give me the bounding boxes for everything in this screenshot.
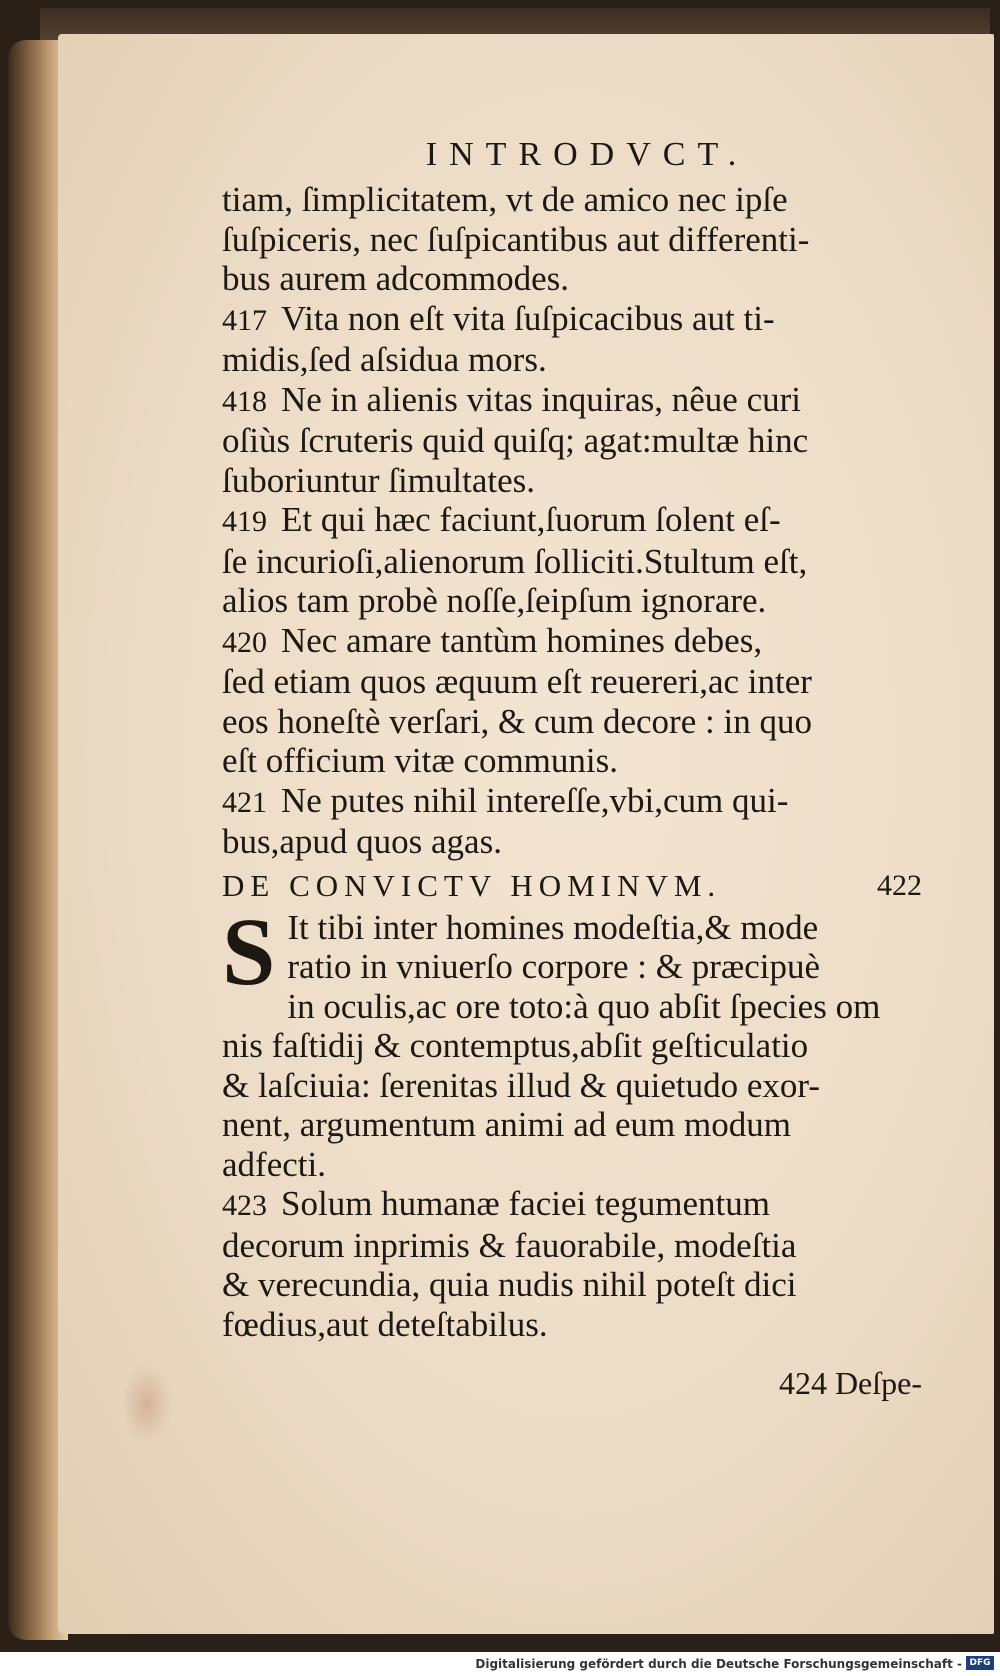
paragraph-number: 423: [222, 1189, 267, 1222]
text-line-body: Ne putes nihil intereſſe,vbi,cum qui-: [281, 780, 789, 820]
text-line: nent, argumentum animi ad eum modum: [222, 1105, 791, 1144]
paragraph-420: [222, 621, 922, 781]
text-line: eos honeſtè verſari, & cum decore : in quo: [222, 701, 812, 741]
paragraph-number: 420: [222, 625, 267, 659]
paragraph-number: 419: [222, 505, 267, 538]
section-heading: [222, 864, 922, 908]
text-line: [222, 781, 922, 823]
text-line: [222, 621, 922, 663]
page-text: [222, 130, 922, 1404]
text-line-body: Solum humanæ faciei tegumentum: [281, 1184, 770, 1223]
text-line: ratio in vniuerſo corpore : & præcipuè: [287, 947, 821, 986]
paragraph-number: 418: [222, 384, 267, 418]
drop-cap: S: [222, 897, 276, 1005]
catchword: 424 Deſpe-: [778, 1365, 922, 1401]
text-line: nis faſtidij & contemptus,abſit geſticulatio: [222, 1026, 809, 1065]
paragraph-418: [222, 380, 922, 501]
footer-bar: [0, 1652, 1000, 1676]
text-line: bus,apud quos agas.: [222, 822, 502, 861]
paragraph-number: 421: [222, 785, 267, 819]
text-line: fœdius,aut deteſtabilus.: [222, 1304, 548, 1344]
dfg-logo: DFG: [966, 1656, 994, 1670]
paragraph-419: [222, 500, 922, 621]
paragraph-417: [222, 299, 922, 380]
paragraph-423: [222, 1184, 922, 1344]
text-line: [222, 1184, 922, 1226]
paragraph-421: [222, 781, 922, 862]
text-line: & verecundia, quia nudis nihil poteſt dici: [222, 1265, 797, 1304]
text-line: It tibi inter homines modeſtia,& mode: [287, 907, 819, 947]
text-line: decorum inprimis & fauorabile, modeſtia: [222, 1225, 797, 1265]
text-line: [222, 500, 922, 542]
section-title: DE CONVICTV HOMINVM.: [222, 867, 722, 903]
section-number: 422: [877, 868, 922, 902]
text-line: eſt officium vitæ communis.: [222, 741, 618, 780]
text-line: & laſciuia: ſerenitas illud & quietudo exor-: [222, 1065, 821, 1105]
paragraph-continued: [222, 180, 922, 299]
paragraph-number: 417: [222, 303, 267, 337]
text-line: oſiùs ſcruteris quid quiſq; agat:multæ hinc: [222, 421, 809, 460]
text-line-body: Ne in alienis vitas inquiras, nêue curi: [281, 379, 801, 419]
text-line: ſuboriuntur ſimultates.: [222, 460, 536, 500]
text-line: ſe incurioſi,alienorum ſolliciti.Stultum eſt,: [222, 541, 808, 581]
funding-notice: Digitalisierung gefördert durch die Deutsche Forschungsgemeinschaft -: [475, 1657, 962, 1671]
text-line: [222, 380, 922, 422]
text-line: tiam, ſimplicitatem, vt de amico nec ipſe: [222, 180, 788, 219]
text-line: adfecti.: [222, 1144, 326, 1184]
running-head: INTRODVCT.: [425, 136, 749, 173]
text-line-body: Et qui hæc faciunt,ſuorum ſolent eſ-: [281, 500, 781, 539]
paragraph-422: [222, 897, 922, 1185]
text-line: ſuſpiceris, nec ſuſpicantibus aut differenti-: [222, 219, 810, 259]
text-line: [222, 299, 922, 341]
text-line-body: Nec amare tantùm homines debes,: [281, 620, 763, 660]
text-line: alios tam probè noſſe,ſeipſum ignorare.: [222, 581, 767, 620]
paper-stain: [122, 1364, 172, 1444]
text-line: in oculis,ac ore toto:à quo abſit ſpecies om: [287, 986, 881, 1026]
text-line-body: Vita non eſt vita ſuſpicacibus aut ti-: [281, 298, 775, 338]
text-line: midis,ſed aſsidua mors.: [222, 340, 547, 379]
text-line: bus aurem adcommodes.: [222, 259, 569, 298]
text-line: ſed etiam quos æquum eſt reuereri,ac inter: [222, 662, 812, 701]
